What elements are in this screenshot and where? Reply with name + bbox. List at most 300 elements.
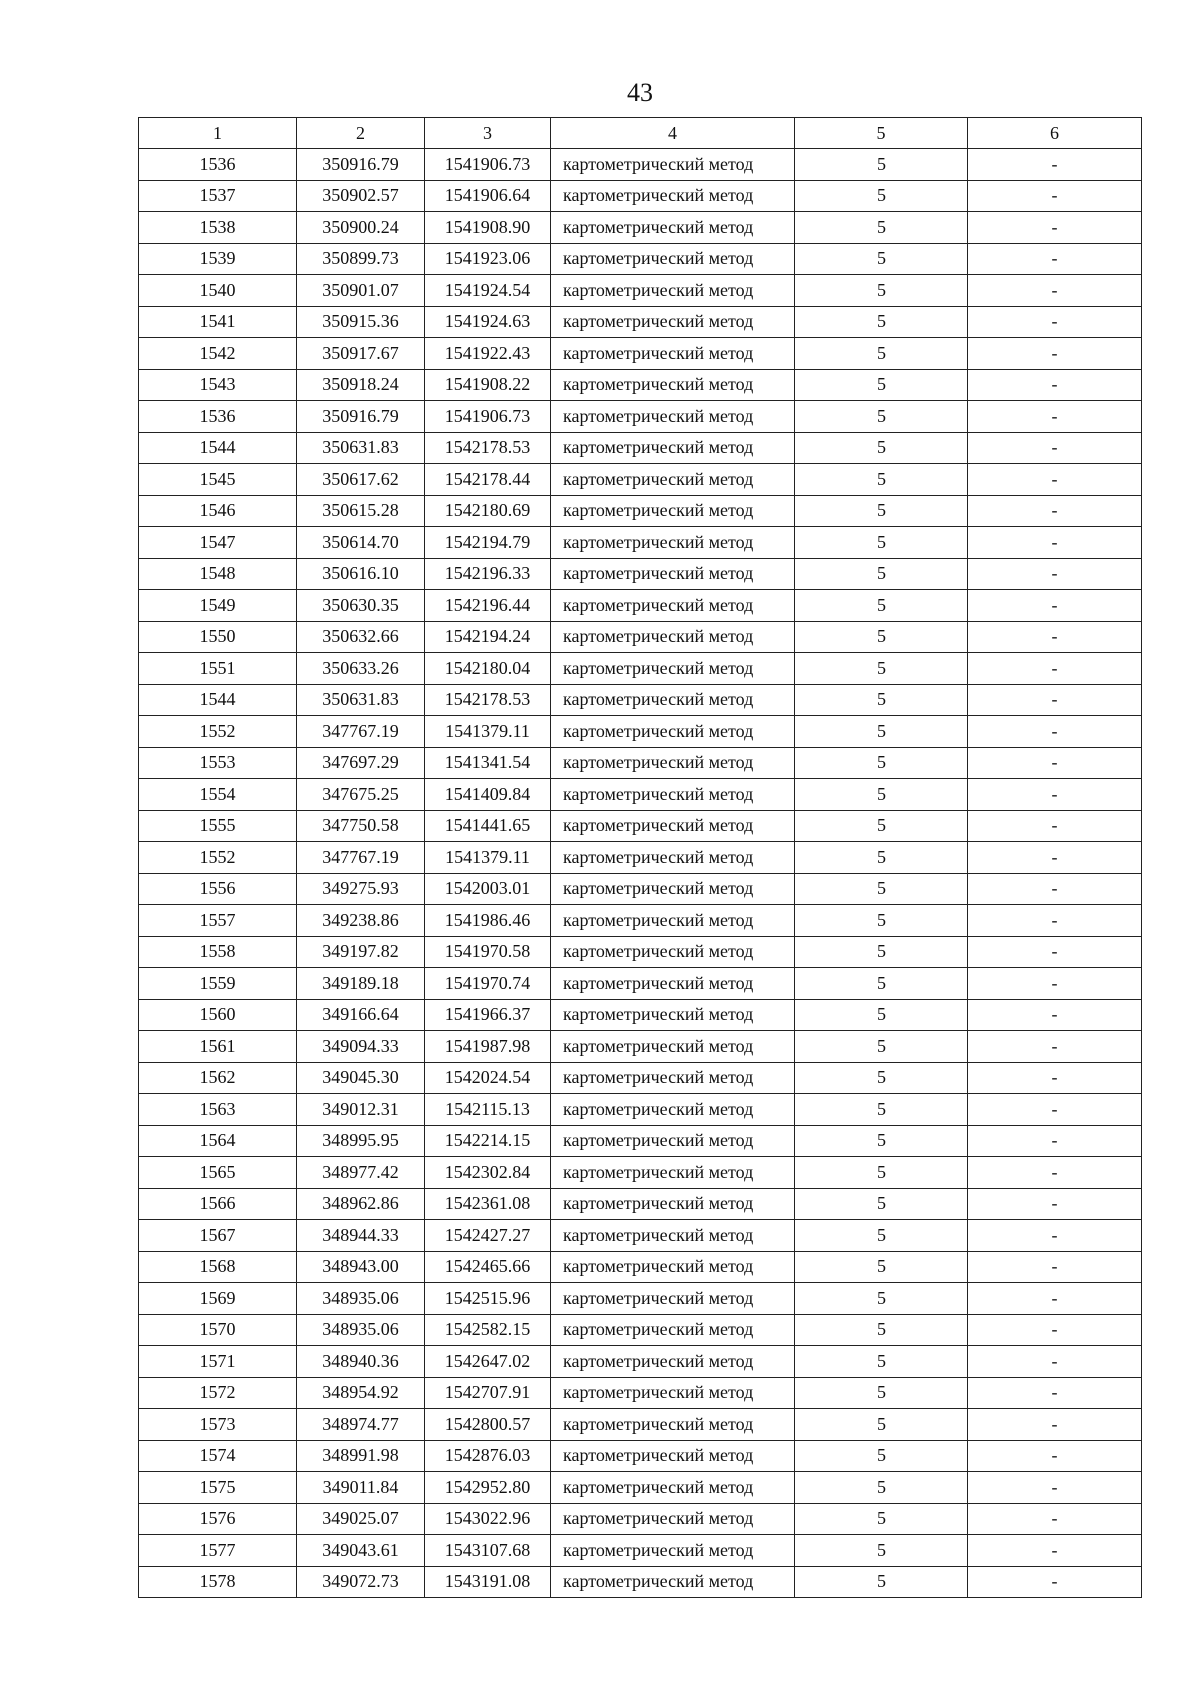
accuracy-cell: 5: [795, 653, 968, 685]
y-coordinate-cell: 1542214.15: [425, 1125, 551, 1157]
x-coordinate-cell: 347767.19: [297, 842, 425, 874]
point-number-cell: 1540: [139, 275, 297, 307]
method-cell: картометрический метод: [551, 653, 795, 685]
point-number-cell: 1563: [139, 1094, 297, 1126]
x-coordinate-cell: 348962.86: [297, 1188, 425, 1220]
table-row: [139, 1062, 1142, 1094]
method-cell: картометрический метод: [551, 1440, 795, 1472]
point-number-cell: 1536: [139, 149, 297, 181]
y-coordinate-cell: 1542952.80: [425, 1472, 551, 1504]
y-coordinate-cell: 1542178.53: [425, 432, 551, 464]
point-number-cell: 1541: [139, 306, 297, 338]
accuracy-cell: 5: [795, 1125, 968, 1157]
table-body: [139, 149, 1142, 1598]
y-coordinate-cell: 1543022.96: [425, 1503, 551, 1535]
y-coordinate-cell: 1542647.02: [425, 1346, 551, 1378]
y-coordinate-cell: 1543107.68: [425, 1535, 551, 1567]
x-coordinate-cell: 349045.30: [297, 1062, 425, 1094]
y-coordinate-cell: 1541906.64: [425, 180, 551, 212]
method-cell: картометрический метод: [551, 527, 795, 559]
table-row: [139, 936, 1142, 968]
method-cell: картометрический метод: [551, 1314, 795, 1346]
point-number-cell: 1539: [139, 243, 297, 275]
y-coordinate-cell: 1542178.44: [425, 464, 551, 496]
point-number-cell: 1537: [139, 180, 297, 212]
x-coordinate-cell: 350918.24: [297, 369, 425, 401]
accuracy-cell: 5: [795, 936, 968, 968]
y-coordinate-cell: 1541379.11: [425, 716, 551, 748]
point-number-cell: 1572: [139, 1377, 297, 1409]
table-row: [139, 338, 1142, 370]
description-cell: -: [968, 558, 1142, 590]
table-row: [139, 653, 1142, 685]
description-cell: -: [968, 905, 1142, 937]
table-row: [139, 1188, 1142, 1220]
y-coordinate-cell: 1542194.79: [425, 527, 551, 559]
point-number-cell: 1554: [139, 779, 297, 811]
accuracy-cell: 5: [795, 527, 968, 559]
table-row: [139, 1314, 1142, 1346]
method-cell: картометрический метод: [551, 1409, 795, 1441]
x-coordinate-cell: 350614.70: [297, 527, 425, 559]
accuracy-cell: 5: [795, 338, 968, 370]
point-number-cell: 1549: [139, 590, 297, 622]
description-cell: -: [968, 621, 1142, 653]
description-cell: -: [968, 401, 1142, 433]
method-cell: картометрический метод: [551, 1283, 795, 1315]
y-coordinate-cell: 1542465.66: [425, 1251, 551, 1283]
description-cell: -: [968, 779, 1142, 811]
description-cell: -: [968, 1377, 1142, 1409]
description-cell: -: [968, 180, 1142, 212]
method-cell: картометрический метод: [551, 747, 795, 779]
table-row: [139, 432, 1142, 464]
method-cell: картометрический метод: [551, 1220, 795, 1252]
point-number-cell: 1545: [139, 464, 297, 496]
table-row: [139, 275, 1142, 307]
page-number: 43: [627, 78, 653, 107]
accuracy-cell: 5: [795, 558, 968, 590]
method-cell: картометрический метод: [551, 1031, 795, 1063]
description-cell: -: [968, 1251, 1142, 1283]
x-coordinate-cell: 350633.26: [297, 653, 425, 685]
header-col-6: 6: [968, 118, 1142, 149]
table-row: [139, 149, 1142, 181]
accuracy-cell: 5: [795, 999, 968, 1031]
description-cell: -: [968, 149, 1142, 181]
description-cell: -: [968, 1283, 1142, 1315]
description-cell: -: [968, 747, 1142, 779]
header-col-2: 2: [297, 118, 425, 149]
method-cell: картометрический метод: [551, 590, 795, 622]
description-cell: -: [968, 464, 1142, 496]
table-row: [139, 495, 1142, 527]
method-cell: картометрический метод: [551, 432, 795, 464]
point-number-cell: 1576: [139, 1503, 297, 1535]
description-cell: -: [968, 1314, 1142, 1346]
point-number-cell: 1570: [139, 1314, 297, 1346]
table-row: [139, 527, 1142, 559]
method-cell: картометрический метод: [551, 968, 795, 1000]
table-row: [139, 180, 1142, 212]
y-coordinate-cell: 1541908.90: [425, 212, 551, 244]
description-cell: -: [968, 1157, 1142, 1189]
x-coordinate-cell: 348995.95: [297, 1125, 425, 1157]
point-number-cell: 1547: [139, 527, 297, 559]
y-coordinate-cell: 1541966.37: [425, 999, 551, 1031]
y-coordinate-cell: 1542876.03: [425, 1440, 551, 1472]
table-row: [139, 873, 1142, 905]
description-cell: -: [968, 1440, 1142, 1472]
accuracy-cell: 5: [795, 842, 968, 874]
y-coordinate-cell: 1542361.08: [425, 1188, 551, 1220]
y-coordinate-cell: 1542115.13: [425, 1094, 551, 1126]
x-coordinate-cell: 350915.36: [297, 306, 425, 338]
x-coordinate-cell: 348974.77: [297, 1409, 425, 1441]
x-coordinate-cell: 349094.33: [297, 1031, 425, 1063]
description-cell: -: [968, 936, 1142, 968]
table-row: [139, 1283, 1142, 1315]
description-cell: -: [968, 873, 1142, 905]
accuracy-cell: 5: [795, 1566, 968, 1598]
accuracy-cell: 5: [795, 779, 968, 811]
method-cell: картометрический метод: [551, 1251, 795, 1283]
table-row: [139, 1440, 1142, 1472]
x-coordinate-cell: 347767.19: [297, 716, 425, 748]
description-cell: -: [968, 1125, 1142, 1157]
table-row: [139, 1031, 1142, 1063]
y-coordinate-cell: 1542707.91: [425, 1377, 551, 1409]
x-coordinate-cell: 348935.06: [297, 1314, 425, 1346]
method-cell: картометрический метод: [551, 1566, 795, 1598]
accuracy-cell: 5: [795, 684, 968, 716]
x-coordinate-cell: 349012.31: [297, 1094, 425, 1126]
y-coordinate-cell: 1542800.57: [425, 1409, 551, 1441]
table-row: [139, 1535, 1142, 1567]
header-col-5: 5: [795, 118, 968, 149]
accuracy-cell: 5: [795, 369, 968, 401]
point-number-cell: 1538: [139, 212, 297, 244]
x-coordinate-cell: 350616.10: [297, 558, 425, 590]
table-row: [139, 306, 1142, 338]
method-cell: картометрический метод: [551, 369, 795, 401]
y-coordinate-cell: 1541922.43: [425, 338, 551, 370]
y-coordinate-cell: 1541987.98: [425, 1031, 551, 1063]
table-row: [139, 779, 1142, 811]
method-cell: картометрический метод: [551, 905, 795, 937]
method-cell: картометрический метод: [551, 1094, 795, 1126]
point-number-cell: 1556: [139, 873, 297, 905]
y-coordinate-cell: 1542194.24: [425, 621, 551, 653]
x-coordinate-cell: 348944.33: [297, 1220, 425, 1252]
point-number-cell: 1574: [139, 1440, 297, 1472]
accuracy-cell: 5: [795, 621, 968, 653]
point-number-cell: 1558: [139, 936, 297, 968]
method-cell: картометрический метод: [551, 338, 795, 370]
point-number-cell: 1562: [139, 1062, 297, 1094]
method-cell: картометрический метод: [551, 621, 795, 653]
point-number-cell: 1542: [139, 338, 297, 370]
method-cell: картометрический метод: [551, 1377, 795, 1409]
method-cell: картометрический метод: [551, 936, 795, 968]
y-coordinate-cell: 1541986.46: [425, 905, 551, 937]
description-cell: -: [968, 716, 1142, 748]
point-number-cell: 1564: [139, 1125, 297, 1157]
table-row: [139, 1094, 1142, 1126]
description-cell: -: [968, 1094, 1142, 1126]
table-row: [139, 401, 1142, 433]
x-coordinate-cell: 349011.84: [297, 1472, 425, 1504]
point-number-cell: 1544: [139, 432, 297, 464]
x-coordinate-cell: 350899.73: [297, 243, 425, 275]
description-cell: -: [968, 684, 1142, 716]
method-cell: картометрический метод: [551, 401, 795, 433]
x-coordinate-cell: 349072.73: [297, 1566, 425, 1598]
point-number-cell: 1559: [139, 968, 297, 1000]
accuracy-cell: 5: [795, 464, 968, 496]
method-cell: картометрический метод: [551, 873, 795, 905]
y-coordinate-cell: 1541970.58: [425, 936, 551, 968]
y-coordinate-cell: 1542024.54: [425, 1062, 551, 1094]
point-number-cell: 1543: [139, 369, 297, 401]
x-coordinate-cell: 349025.07: [297, 1503, 425, 1535]
accuracy-cell: 5: [795, 306, 968, 338]
point-number-cell: 1548: [139, 558, 297, 590]
x-coordinate-cell: 349043.61: [297, 1535, 425, 1567]
method-cell: картометрический метод: [551, 1062, 795, 1094]
description-cell: -: [968, 1409, 1142, 1441]
method-cell: картометрический метод: [551, 1535, 795, 1567]
x-coordinate-cell: 348977.42: [297, 1157, 425, 1189]
method-cell: картометрический метод: [551, 243, 795, 275]
description-cell: -: [968, 1346, 1142, 1378]
accuracy-cell: 5: [795, 1094, 968, 1126]
y-coordinate-cell: 1542196.33: [425, 558, 551, 590]
point-number-cell: 1578: [139, 1566, 297, 1598]
description-cell: -: [968, 243, 1142, 275]
accuracy-cell: 5: [795, 1031, 968, 1063]
method-cell: картометрический метод: [551, 180, 795, 212]
table-row: [139, 212, 1142, 244]
accuracy-cell: 5: [795, 1314, 968, 1346]
table-row: [139, 243, 1142, 275]
method-cell: картометрический метод: [551, 1157, 795, 1189]
accuracy-cell: 5: [795, 243, 968, 275]
method-cell: картометрический метод: [551, 684, 795, 716]
accuracy-cell: 5: [795, 1535, 968, 1567]
accuracy-cell: 5: [795, 968, 968, 1000]
description-cell: -: [968, 590, 1142, 622]
x-coordinate-cell: 349275.93: [297, 873, 425, 905]
point-number-cell: 1546: [139, 495, 297, 527]
method-cell: картометрический метод: [551, 495, 795, 527]
accuracy-cell: 5: [795, 905, 968, 937]
x-coordinate-cell: 350630.35: [297, 590, 425, 622]
accuracy-cell: 5: [795, 1220, 968, 1252]
description-cell: -: [968, 306, 1142, 338]
x-coordinate-cell: 348935.06: [297, 1283, 425, 1315]
y-coordinate-cell: 1541906.73: [425, 401, 551, 433]
y-coordinate-cell: 1542178.53: [425, 684, 551, 716]
y-coordinate-cell: 1542180.69: [425, 495, 551, 527]
table-row: [139, 1220, 1142, 1252]
y-coordinate-cell: 1542427.27: [425, 1220, 551, 1252]
accuracy-cell: 5: [795, 716, 968, 748]
table-row: [139, 1409, 1142, 1441]
y-coordinate-cell: 1541970.74: [425, 968, 551, 1000]
table-row: [139, 464, 1142, 496]
description-cell: -: [968, 432, 1142, 464]
method-cell: картометрический метод: [551, 1503, 795, 1535]
y-coordinate-cell: 1541924.54: [425, 275, 551, 307]
accuracy-cell: 5: [795, 1346, 968, 1378]
table-row: [139, 1251, 1142, 1283]
point-number-cell: 1560: [139, 999, 297, 1031]
method-cell: картометрический метод: [551, 149, 795, 181]
point-number-cell: 1569: [139, 1283, 297, 1315]
x-coordinate-cell: 347697.29: [297, 747, 425, 779]
table-row: [139, 1346, 1142, 1378]
accuracy-cell: 5: [795, 1283, 968, 1315]
accuracy-cell: 5: [795, 1503, 968, 1535]
accuracy-cell: 5: [795, 495, 968, 527]
x-coordinate-cell: 349197.82: [297, 936, 425, 968]
x-coordinate-cell: 347675.25: [297, 779, 425, 811]
x-coordinate-cell: 350900.24: [297, 212, 425, 244]
accuracy-cell: 5: [795, 1472, 968, 1504]
table-row: [139, 684, 1142, 716]
method-cell: картометрический метод: [551, 1346, 795, 1378]
point-number-cell: 1555: [139, 810, 297, 842]
method-cell: картометрический метод: [551, 212, 795, 244]
y-coordinate-cell: 1543191.08: [425, 1566, 551, 1598]
x-coordinate-cell: 348943.00: [297, 1251, 425, 1283]
x-coordinate-cell: 349238.86: [297, 905, 425, 937]
description-cell: -: [968, 1503, 1142, 1535]
description-cell: -: [968, 369, 1142, 401]
description-cell: -: [968, 1188, 1142, 1220]
method-cell: картометрический метод: [551, 999, 795, 1031]
coordinates-table: [138, 117, 1142, 1598]
accuracy-cell: 5: [795, 590, 968, 622]
y-coordinate-cell: 1541924.63: [425, 306, 551, 338]
point-number-cell: 1575: [139, 1472, 297, 1504]
x-coordinate-cell: 350901.07: [297, 275, 425, 307]
description-cell: -: [968, 527, 1142, 559]
method-cell: картометрический метод: [551, 464, 795, 496]
x-coordinate-cell: 348954.92: [297, 1377, 425, 1409]
description-cell: -: [968, 338, 1142, 370]
description-cell: -: [968, 495, 1142, 527]
table-row: [139, 1472, 1142, 1504]
x-coordinate-cell: 350917.67: [297, 338, 425, 370]
table-row: [139, 1377, 1142, 1409]
description-cell: -: [968, 1535, 1142, 1567]
y-coordinate-cell: 1541341.54: [425, 747, 551, 779]
table-row: [139, 747, 1142, 779]
table-row: [139, 968, 1142, 1000]
x-coordinate-cell: 350631.83: [297, 684, 425, 716]
description-cell: -: [968, 1062, 1142, 1094]
point-number-cell: 1561: [139, 1031, 297, 1063]
table-row: [139, 1125, 1142, 1157]
x-coordinate-cell: 350615.28: [297, 495, 425, 527]
x-coordinate-cell: 348991.98: [297, 1440, 425, 1472]
accuracy-cell: 5: [795, 149, 968, 181]
table-row: [139, 842, 1142, 874]
y-coordinate-cell: 1541923.06: [425, 243, 551, 275]
point-number-cell: 1551: [139, 653, 297, 685]
table-row: [139, 369, 1142, 401]
description-cell: -: [968, 1031, 1142, 1063]
y-coordinate-cell: 1542302.84: [425, 1157, 551, 1189]
accuracy-cell: 5: [795, 1251, 968, 1283]
accuracy-cell: 5: [795, 401, 968, 433]
header-col-4: 4: [551, 118, 795, 149]
point-number-cell: 1544: [139, 684, 297, 716]
y-coordinate-cell: 1542582.15: [425, 1314, 551, 1346]
method-cell: картометрический метод: [551, 810, 795, 842]
table-row: [139, 1566, 1142, 1598]
method-cell: картометрический метод: [551, 1188, 795, 1220]
table-header-row: [139, 118, 1142, 149]
table-row: [139, 999, 1142, 1031]
y-coordinate-cell: 1541441.65: [425, 810, 551, 842]
description-cell: -: [968, 653, 1142, 685]
table-row: [139, 621, 1142, 653]
point-number-cell: 1577: [139, 1535, 297, 1567]
x-coordinate-cell: 350617.62: [297, 464, 425, 496]
point-number-cell: 1571: [139, 1346, 297, 1378]
table-row: [139, 810, 1142, 842]
accuracy-cell: 5: [795, 275, 968, 307]
point-number-cell: 1553: [139, 747, 297, 779]
table-row: [139, 905, 1142, 937]
accuracy-cell: 5: [795, 810, 968, 842]
point-number-cell: 1567: [139, 1220, 297, 1252]
point-number-cell: 1565: [139, 1157, 297, 1189]
table-row: [139, 716, 1142, 748]
point-number-cell: 1573: [139, 1409, 297, 1441]
method-cell: картометрический метод: [551, 842, 795, 874]
description-cell: -: [968, 1566, 1142, 1598]
x-coordinate-cell: 350632.66: [297, 621, 425, 653]
accuracy-cell: 5: [795, 1157, 968, 1189]
point-number-cell: 1536: [139, 401, 297, 433]
method-cell: картометрический метод: [551, 779, 795, 811]
description-cell: -: [968, 275, 1142, 307]
description-cell: -: [968, 810, 1142, 842]
accuracy-cell: 5: [795, 873, 968, 905]
accuracy-cell: 5: [795, 180, 968, 212]
header-col-1: 1: [139, 118, 297, 149]
y-coordinate-cell: 1542180.04: [425, 653, 551, 685]
method-cell: картометрический метод: [551, 275, 795, 307]
point-number-cell: 1550: [139, 621, 297, 653]
point-number-cell: 1557: [139, 905, 297, 937]
point-number-cell: 1566: [139, 1188, 297, 1220]
description-cell: -: [968, 1472, 1142, 1504]
method-cell: картометрический метод: [551, 558, 795, 590]
x-coordinate-cell: 348940.36: [297, 1346, 425, 1378]
description-cell: -: [968, 999, 1142, 1031]
table-row: [139, 1157, 1142, 1189]
description-cell: -: [968, 1220, 1142, 1252]
point-number-cell: 1552: [139, 842, 297, 874]
x-coordinate-cell: 350631.83: [297, 432, 425, 464]
accuracy-cell: 5: [795, 1188, 968, 1220]
description-cell: -: [968, 212, 1142, 244]
